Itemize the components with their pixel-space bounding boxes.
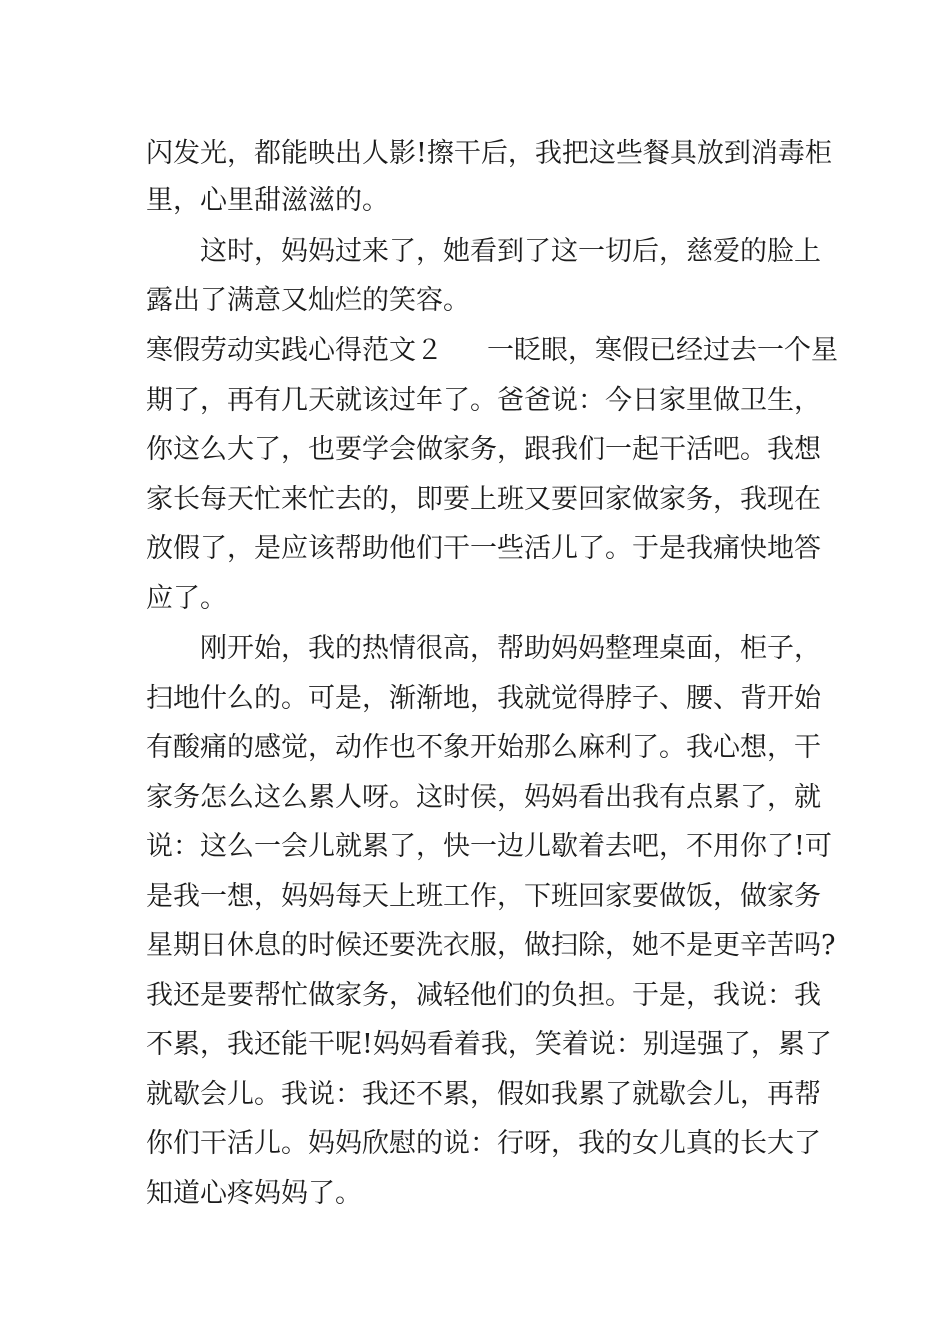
text-line: 就歇会儿。我说：我还不累，假如我累了就歇会儿，再帮 <box>146 1079 821 1110</box>
text-line: 闪发光，都能映出人影!擦干后，我把这些餐具放到消毒柜 <box>146 138 832 169</box>
text-line: 不累，我还能干呢!妈妈看着我，笑着说：别逞强了，累了 <box>146 1029 832 1060</box>
text-line: 放假了，是应该帮助他们干一些活儿了。于是我痛快地答 <box>146 533 821 564</box>
text-line: 刚开始，我的热情很高，帮助妈妈整理桌面，柜子， <box>146 633 821 664</box>
text-line: 露出了满意又灿烂的笑容。 <box>146 285 470 316</box>
text-line: 是我一想，妈妈每天上班工作，下班回家要做饭，做家务 <box>146 881 821 912</box>
text-line: 扫地什么的。可是，渐渐地，我就觉得脖子、腰、背开始 <box>146 683 821 714</box>
text-line: 知道心疼妈妈了。 <box>146 1178 362 1209</box>
text-line: 应了。 <box>146 583 227 614</box>
text-line: 家长每天忙来忙去的，即要上班又要回家做家务，我现在 <box>146 484 821 515</box>
text-line: 里，心里甜滋滋的。 <box>146 185 389 216</box>
section-title: 寒假劳动实践心得范文２ <box>146 335 443 366</box>
text-line: 你这么大了，也要学会做家务，跟我们一起干活吧。我想 <box>146 434 821 465</box>
text-line: 家务怎么这么累人呀。这时侯，妈妈看出我有点累了，就 <box>146 782 821 813</box>
text-line: 我还是要帮忙做家务，减轻他们的负担。于是，我说：我 <box>146 980 821 1011</box>
text-line: 你们干活儿。妈妈欣慰的说：行呀，我的女儿真的长大了 <box>146 1128 821 1159</box>
section-title-line <box>146 333 838 369</box>
text-line: 说：这么一会儿就累了，快一边儿歇着去吧，不用你了!可 <box>146 831 832 862</box>
section-first-text: 一眨眼，寒假已经过去一个星 <box>487 335 838 366</box>
text-line: 有酸痛的感觉，动作也不象开始那么麻利了。我心想，干 <box>146 732 821 763</box>
text-line: 星期日休息的时候还要洗衣服，做扫除，她不是更辛苦吗? <box>146 930 836 961</box>
text-line: 这时，妈妈过来了，她看到了这一切后，慈爱的脸上 <box>146 236 821 267</box>
text-line: 期了，再有几天就该过年了。爸爸说：今日家里做卫生， <box>146 385 821 416</box>
